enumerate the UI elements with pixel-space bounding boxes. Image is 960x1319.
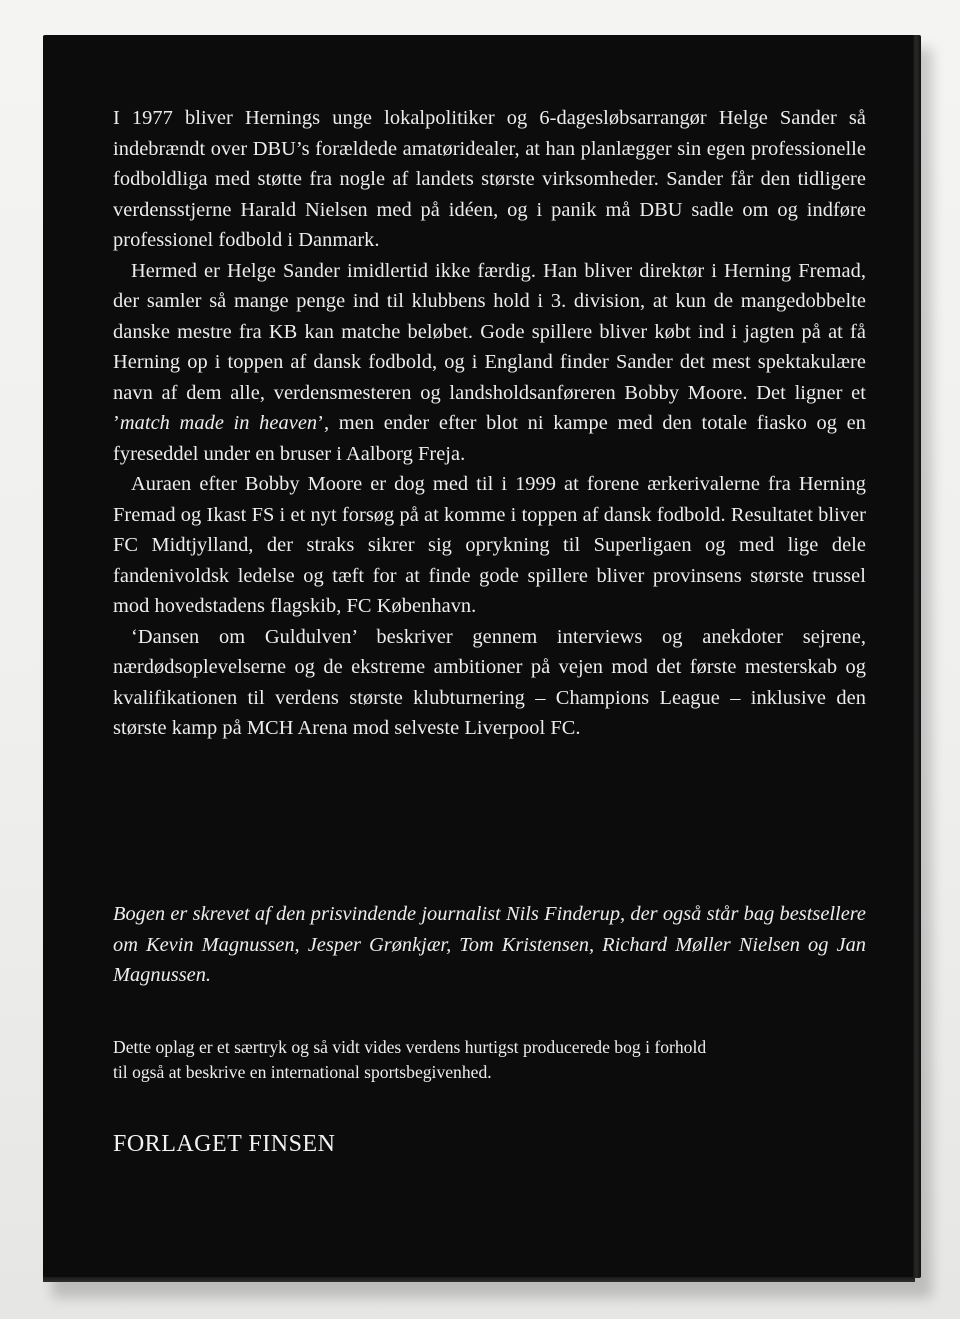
book-page-edge (43, 1277, 915, 1282)
print-note-line-1: Dette oplag er et særtryk og så vidt vides verdens hurtigst producerede bog i forhold (113, 1037, 707, 1057)
blurb-paragraph-2-part-1: Hermed er Helge Sander imidlertid ikke færdig. Han bliver direktør i Herning Fremad, der samler så mange penge ind til klubbens hold i 3. division, at kun de mangedobbelte danske mestre fra KB kan matche beløbet. Gode spillere bliver købt ind i jagten på at få Herning op i toppen af dansk fodbold, og i England finder Sander det mest spektakulære navn af dem alle, verdensmesteren og landsholdsanføreren Bobby Moore. Det ligner et ’ (113, 259, 866, 434)
book-back-cover (43, 35, 915, 1278)
print-note (113, 1035, 873, 1085)
publisher-name: FORLAGET FINSEN (113, 1131, 336, 1157)
blurb-text (113, 103, 866, 744)
blurb-paragraph-1: I 1977 bliver Hernings unge lokalpolitiker og 6-dagesløbsarrangør Helge Sander så indebrændt over DBU’s forældede amatøridealer, at han planlægger sin egen professionelle fodboldliga med støtte fra nogle af landets største virksomheder. Sander får den tidligere verdensstjerne Harald Nielsen med på idéen, og i panik må DBU sadle om og indføre professionel fodbold i Danmark. (113, 107, 866, 251)
blurb-paragraph-2-part-2: ’, men ender efter blot ni kampe med den totale fiasko og en fyreseddel under en bruser i Aalborg Freja. (113, 412, 866, 465)
print-note-line-2: til også at beskrive en international sportsbegivenhed. (113, 1062, 492, 1082)
blurb-paragraph-2 (113, 256, 866, 470)
book-spine-edge (913, 35, 921, 1278)
blurb-paragraph-4: ‘Dansen om Guldulven’ beskriver gennem interviews og anekdoter sejrene, nærdødsoplevelserne og de ekstreme ambitioner på vejen mod det første mesterskab og kvalifikationen til verdens største klubturnering – Champions League – inklusive den største kamp på MCH Arena mod selveste Liverpool FC. (113, 625, 866, 739)
author-note: Bogen er skrevet af den prisvindende journalist Nils Finderup, der også står bag bestsellere om Kevin Magnussen, Jesper Grønkjær, Tom Kristensen, Richard Møller Nielsen og Jan Magnussen. (113, 903, 866, 986)
blurb-paragraph-3: Auraen efter Bobby Moore er dog med til i 1999 at forene ærkerivalerne fra Herning Fremad og Ikast FS i et nyt forsøg på at komme i toppen af dansk fodbold. Resultatet bliver FC Midtjylland, der straks sikrer sig oprykning til Superligaen og med lige dele fandenivoldsk ledelse og tæft for at finde gode spillere bliver provinsens største trussel mod hovedstadens flagskib, FC København. (113, 473, 866, 617)
blurb-italic-phrase: match made in heaven (119, 412, 318, 434)
